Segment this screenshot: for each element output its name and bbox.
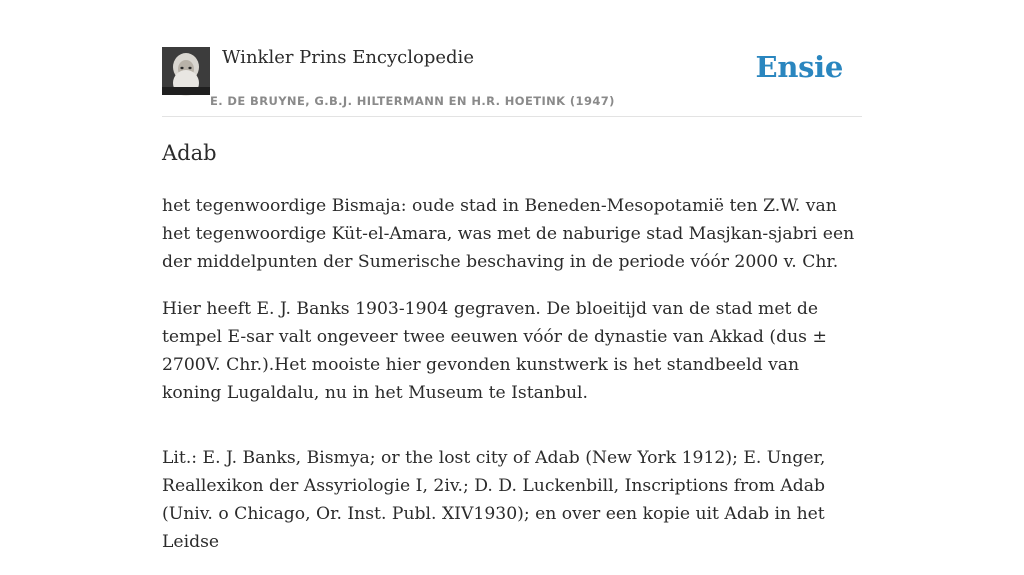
article-paragraph: het tegenwoordige Bismaja: oude stad in Beneden-Mesopotamië ten Z.W. van het tegenwoordige Küt-el-Amara, was met de naburige stad Masjkan-sjabri een der middelpunten der Sumerische beschaving in de periode vóór 2000 v. Chr.	[162, 196, 855, 272]
avatar[interactable]	[162, 47, 210, 95]
article-body	[162, 192, 862, 575]
page	[162, 0, 862, 552]
article-title: Adab	[162, 141, 217, 165]
article-paragraph: Hier heeft E. J. Banks 1903-1904 gegraven. De bloeitijd van de stad met de tempel E-sar valt ongeveer twee eeuwen vóór de dynastie van Akkad (dus ± 2700V. Chr.).Het mooiste hier gevonden kunstwerk is het standbeeld van koning Lugaldalu, nu in het Museum te Istanbul.	[162, 299, 827, 403]
site-title-link[interactable]: Winkler Prins Encyclopedie	[222, 47, 474, 68]
brand-logo-link[interactable]: Ensie	[755, 50, 843, 84]
header	[162, 0, 862, 117]
authors-line: E. DE BRUYNE, G.B.J. HILTERMANN EN H.R. HOETINK (1947)	[210, 94, 615, 108]
portrait-icon	[162, 47, 210, 95]
literature-paragraph: Lit.: E. J. Banks, Bismya; or the lost city of Adab (New York 1912); E. Unger, Reallexikon der Assyriologie I, 2iv.; D. D. Luckenbill, Inscriptions from Adab (Univ. o Chicago, Or. Inst. Publ. XIV1930); en over een kopie uit Adab in het Leidse	[162, 448, 826, 552]
